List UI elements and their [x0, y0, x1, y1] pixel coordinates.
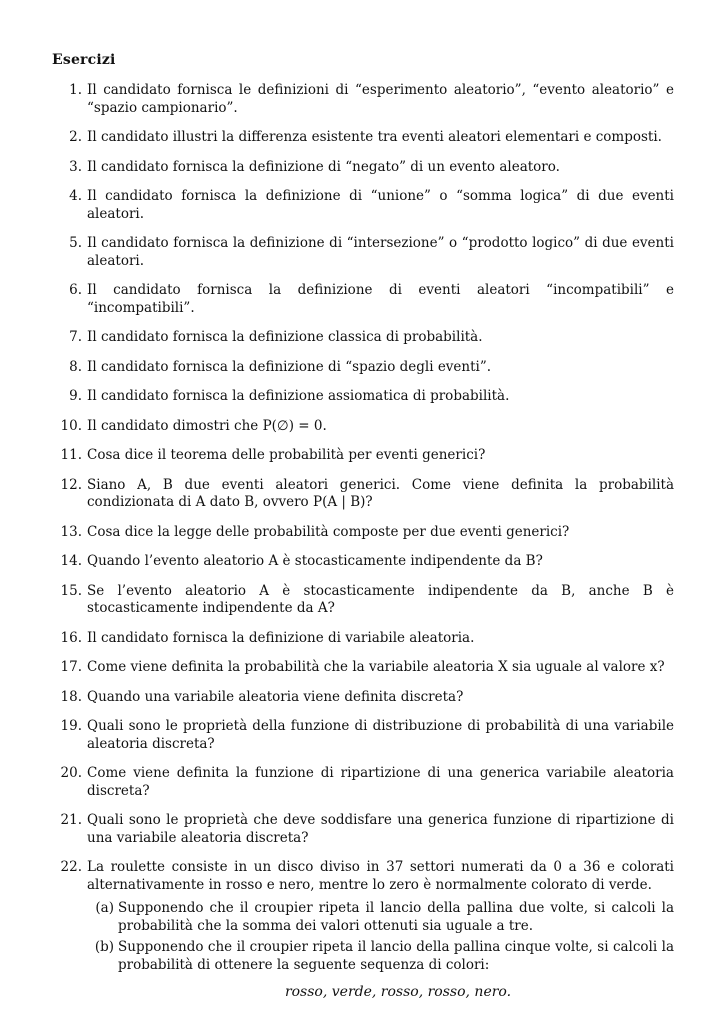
exercise-number: 8. [69, 358, 82, 375]
exercise-item [52, 329, 674, 347]
sub-question [87, 900, 674, 935]
sub-question-text: Supponendo che il croupier ripeta il lancio della pallina due volte, si calcoli la probabilità che la somma dei valori ottenuti sia uguale a tre. [118, 900, 674, 934]
exercise-number: 17. [60, 659, 82, 675]
exercise-item [52, 630, 674, 648]
exercise-item [52, 188, 674, 223]
exercise-text: Il candidato fornisca le definizioni di “esperimento aleatorio”, “evento aleatorio” e “spazio campionario”. [87, 82, 674, 116]
exercise-item [52, 447, 674, 465]
exercise-number: 12. [60, 476, 82, 493]
exercise-number: 1. [69, 82, 82, 98]
exercise-number: 6. [69, 282, 82, 298]
exercise-text: La roulette consiste in un disco diviso in 37 settori numerati da 0 a 36 e colorati alternativamente in rosso e nero, mentre lo zero è normalmente colorato di verde. [87, 859, 674, 893]
exercise-item [52, 235, 674, 270]
exercise-item [52, 418, 674, 436]
exercise-item [52, 659, 674, 677]
exercise-item [52, 583, 674, 618]
color-sequence-formula: rosso, verde, rosso, rosso, nero. [284, 984, 512, 1000]
sub-question-label: (a) [95, 900, 114, 916]
exercise-text: Il candidato fornisca la definizione di “unione” o “somma logica” di due eventi aleatori. [87, 188, 674, 222]
exercise-text: Quali sono le proprietà della funzione di distribuzione di probabilità di una variabile aleatoria discreta? [87, 718, 674, 752]
exercise-number: 9. [69, 388, 82, 404]
exercise-text: Quando l’evento aleatorio A è stocasticamente indipendente da B? [87, 553, 543, 569]
exercise-text: Quali sono le proprietà che deve soddisfare una generica funzione di ripartizione di una variabile aleatoria discreta? [87, 812, 674, 846]
exercise-number: 14. [60, 553, 82, 569]
exercise-text: Come viene definita la probabilità che la variabile aleatoria X sia uguale al valore x? [87, 659, 665, 675]
exercise-text: Il candidato fornisca la definizione di “intersezione” o “prodotto logico” di due eventi aleatori. [87, 235, 674, 269]
exercise-text: Cosa dice il teorema delle probabilità per eventi generici? [87, 447, 486, 463]
exercise-list [52, 82, 674, 1002]
exercise-number: 20. [60, 765, 82, 781]
exercise-text: Il candidato fornisca la definizione di variabile aleatoria. [87, 629, 475, 646]
exercise-text: Il candidato dimostri che P(∅) = 0. [87, 417, 327, 434]
exercise-item [52, 359, 674, 377]
exercise-number: 7. [69, 329, 82, 345]
exercise-item [52, 765, 674, 800]
exercise-number: 16. [60, 629, 82, 646]
exercise-number: 22. [60, 859, 82, 875]
exercise-number: 11. [60, 447, 82, 463]
exercise-number: 15. [60, 582, 82, 599]
exercise-number: 10. [60, 417, 82, 434]
exercise-text: Il candidato fornisca la definizione di eventi aleatori “incompatibili” e “incompatibili”. [87, 282, 674, 316]
exercise-text: Siano A, B due eventi aleatori generici. Come viene definita la probabilità condizionata di A dato B, ovvero P(A | B)? [87, 476, 674, 510]
exercise-number: 21. [60, 812, 82, 828]
sub-question-label: (b) [94, 939, 114, 955]
exercise-number: 2. [69, 129, 82, 145]
exercise-number: 4. [69, 188, 82, 204]
exercise-text: Il candidato illustri la differenza esistente tra eventi aleatori elementari e composti. [87, 129, 662, 145]
exercise-text: Il candidato fornisca la definizione assiomatica di probabilità. [87, 388, 510, 404]
sub-question [87, 939, 674, 974]
exercise-item [52, 82, 674, 117]
exercise-number: 5. [69, 235, 82, 251]
exercise-item [52, 812, 674, 847]
exercise-text: Quando una variabile aleatoria viene definita discreta? [87, 688, 464, 705]
exercise-item [52, 388, 674, 406]
exercise-item [52, 129, 674, 147]
exercise-item [52, 553, 674, 571]
exercise-item [52, 159, 674, 177]
sub-question-list [87, 900, 674, 974]
exercise-item-roulette [52, 859, 674, 1002]
exercise-text: Come viene definita la funzione di ripartizione di una generica variabile aleatoria discreta? [87, 765, 674, 799]
exercise-item [52, 477, 674, 512]
exercise-number: 19. [60, 718, 82, 734]
exercise-item [52, 718, 674, 753]
exercise-item [52, 282, 674, 317]
exercise-number: 3. [69, 158, 82, 175]
exercise-number: 18. [60, 688, 82, 705]
exercise-text: Il candidato fornisca la definizione di “spazio degli eventi”. [87, 358, 492, 375]
document-page [52, 52, 674, 1014]
exercise-text: Il candidato fornisca la definizione di “negato” di un evento aleatoro. [87, 158, 560, 175]
exercise-item [52, 689, 674, 707]
exercise-item [52, 524, 674, 542]
exercise-text: Il candidato fornisca la definizione classica di probabilità. [87, 329, 483, 345]
exercise-text: Cosa dice la legge delle probabilità composte per due eventi generici? [87, 523, 570, 540]
exercise-number: 13. [60, 523, 82, 540]
exercise-text: Se l’evento aleatorio A è stocasticamente indipendente da B, anche B è stocasticamente indipendente da A? [87, 582, 674, 616]
sub-question-text: Supponendo che il croupier ripeta il lancio della pallina cinque volte, si calcoli la probabilità di ottenere la seguente sequenza di colori: [118, 939, 674, 973]
section-title: Esercizi [52, 52, 116, 68]
